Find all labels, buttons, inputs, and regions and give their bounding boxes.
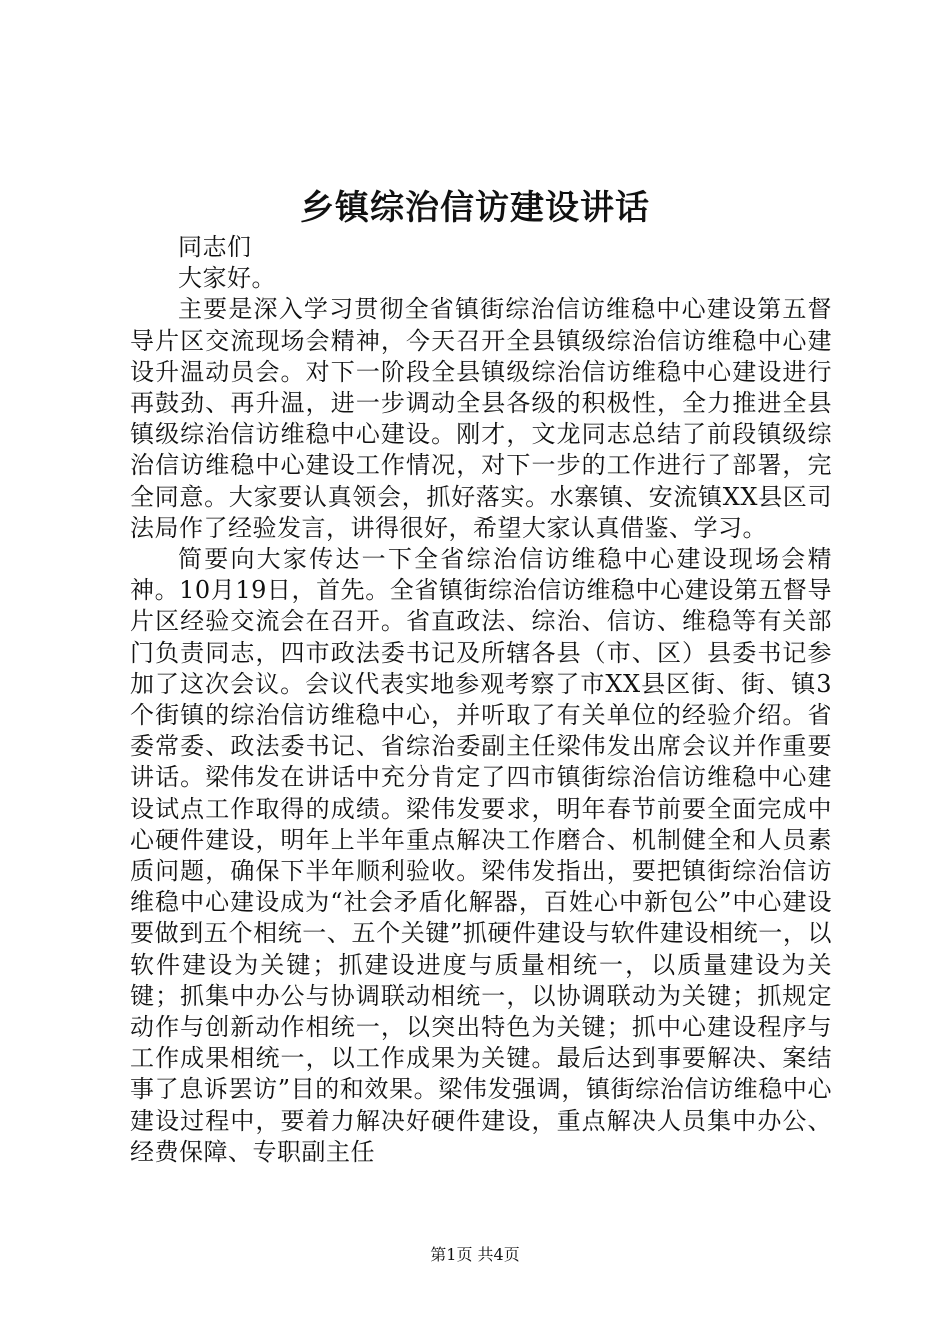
greeting-line: 同志们 [178,233,252,261]
document-title: 乡镇综治信访建设讲话 [300,188,650,228]
salutation-line: 大家好。 [178,264,276,293]
paragraph-2: 简要向大家传达一下全省综治信访维稳中心建设现场会精神。10月19日，首先。全省镇街综治信访维稳中心建设第五督导片区经验交流会在召开。省直政法、综治、信访、维稳等有关部门负责同志，四市政法委书记及所辖各县（市、区）县委书记参加了这次会议。会议代表实地参观考察了市XX县区街、街、镇3个街镇的综治信访维稳中心，并听取了有关单位的经验介绍。省委常委、政法委书记、省综治委副主任梁伟发出席会议并作重要讲话。梁伟发在讲话中充分肯定了四市镇街综治信访维稳中心建设试点工作取得的成绩。梁伟发要求，明年春节前要全面完成中心硬件建设，明年上半年重点解决工作磨合、机制健全和人员素质问题，确保下半年顺利验收。梁伟发指出，要把镇街综治信访维稳中心建设成为“社会矛盾化解器，百姓心中新包公”中心建设要做到五个相统一、五个关键”抓硬件建设与软件建设相统一，以软件建设为关键；抓建设进度与质量相统一，以质量建设为关键；抓集中办公与协调联动相统一，以协调联动为关键；抓规定动作与创新动作相统一，以突出特色为关键；抓中心建设程序与工作成果相统一，以工作成果为关键。最后达到事要解决、案结事了息诉罢访”目的和效果。梁伟发强调，镇街综治信访维稳中心建设过程中，要着力解决好硬件建设，重点解决人员集中办公、经费保障、专职副主任 [130,545,832,1166]
document-body [130,232,832,1168]
paragraph-1: 主要是深入学习贯彻全省镇街综治信访维稳中心建设第五督导片区交流现场会精神，今天召开全县镇级综治信访维稳中心建设升温动员会。对下一阶段全县镇级综治信访维稳中心建设进行再鼓劲、再升温，进一步调动全县各级的积极性，全力推进全县镇级综治信访维稳中心建设。刚才，文龙同志总结了前段镇级综治信访维稳中心建设工作情况，对下一步的工作进行了部署，完全同意。大家要认真领会，抓好落实。水寨镇、安流镇XX县区司法局作了经验发言，讲得很好，希望大家认真借鉴、学习。 [130,295,832,542]
page-number-footer: 第1页 共4页 [430,1245,520,1264]
